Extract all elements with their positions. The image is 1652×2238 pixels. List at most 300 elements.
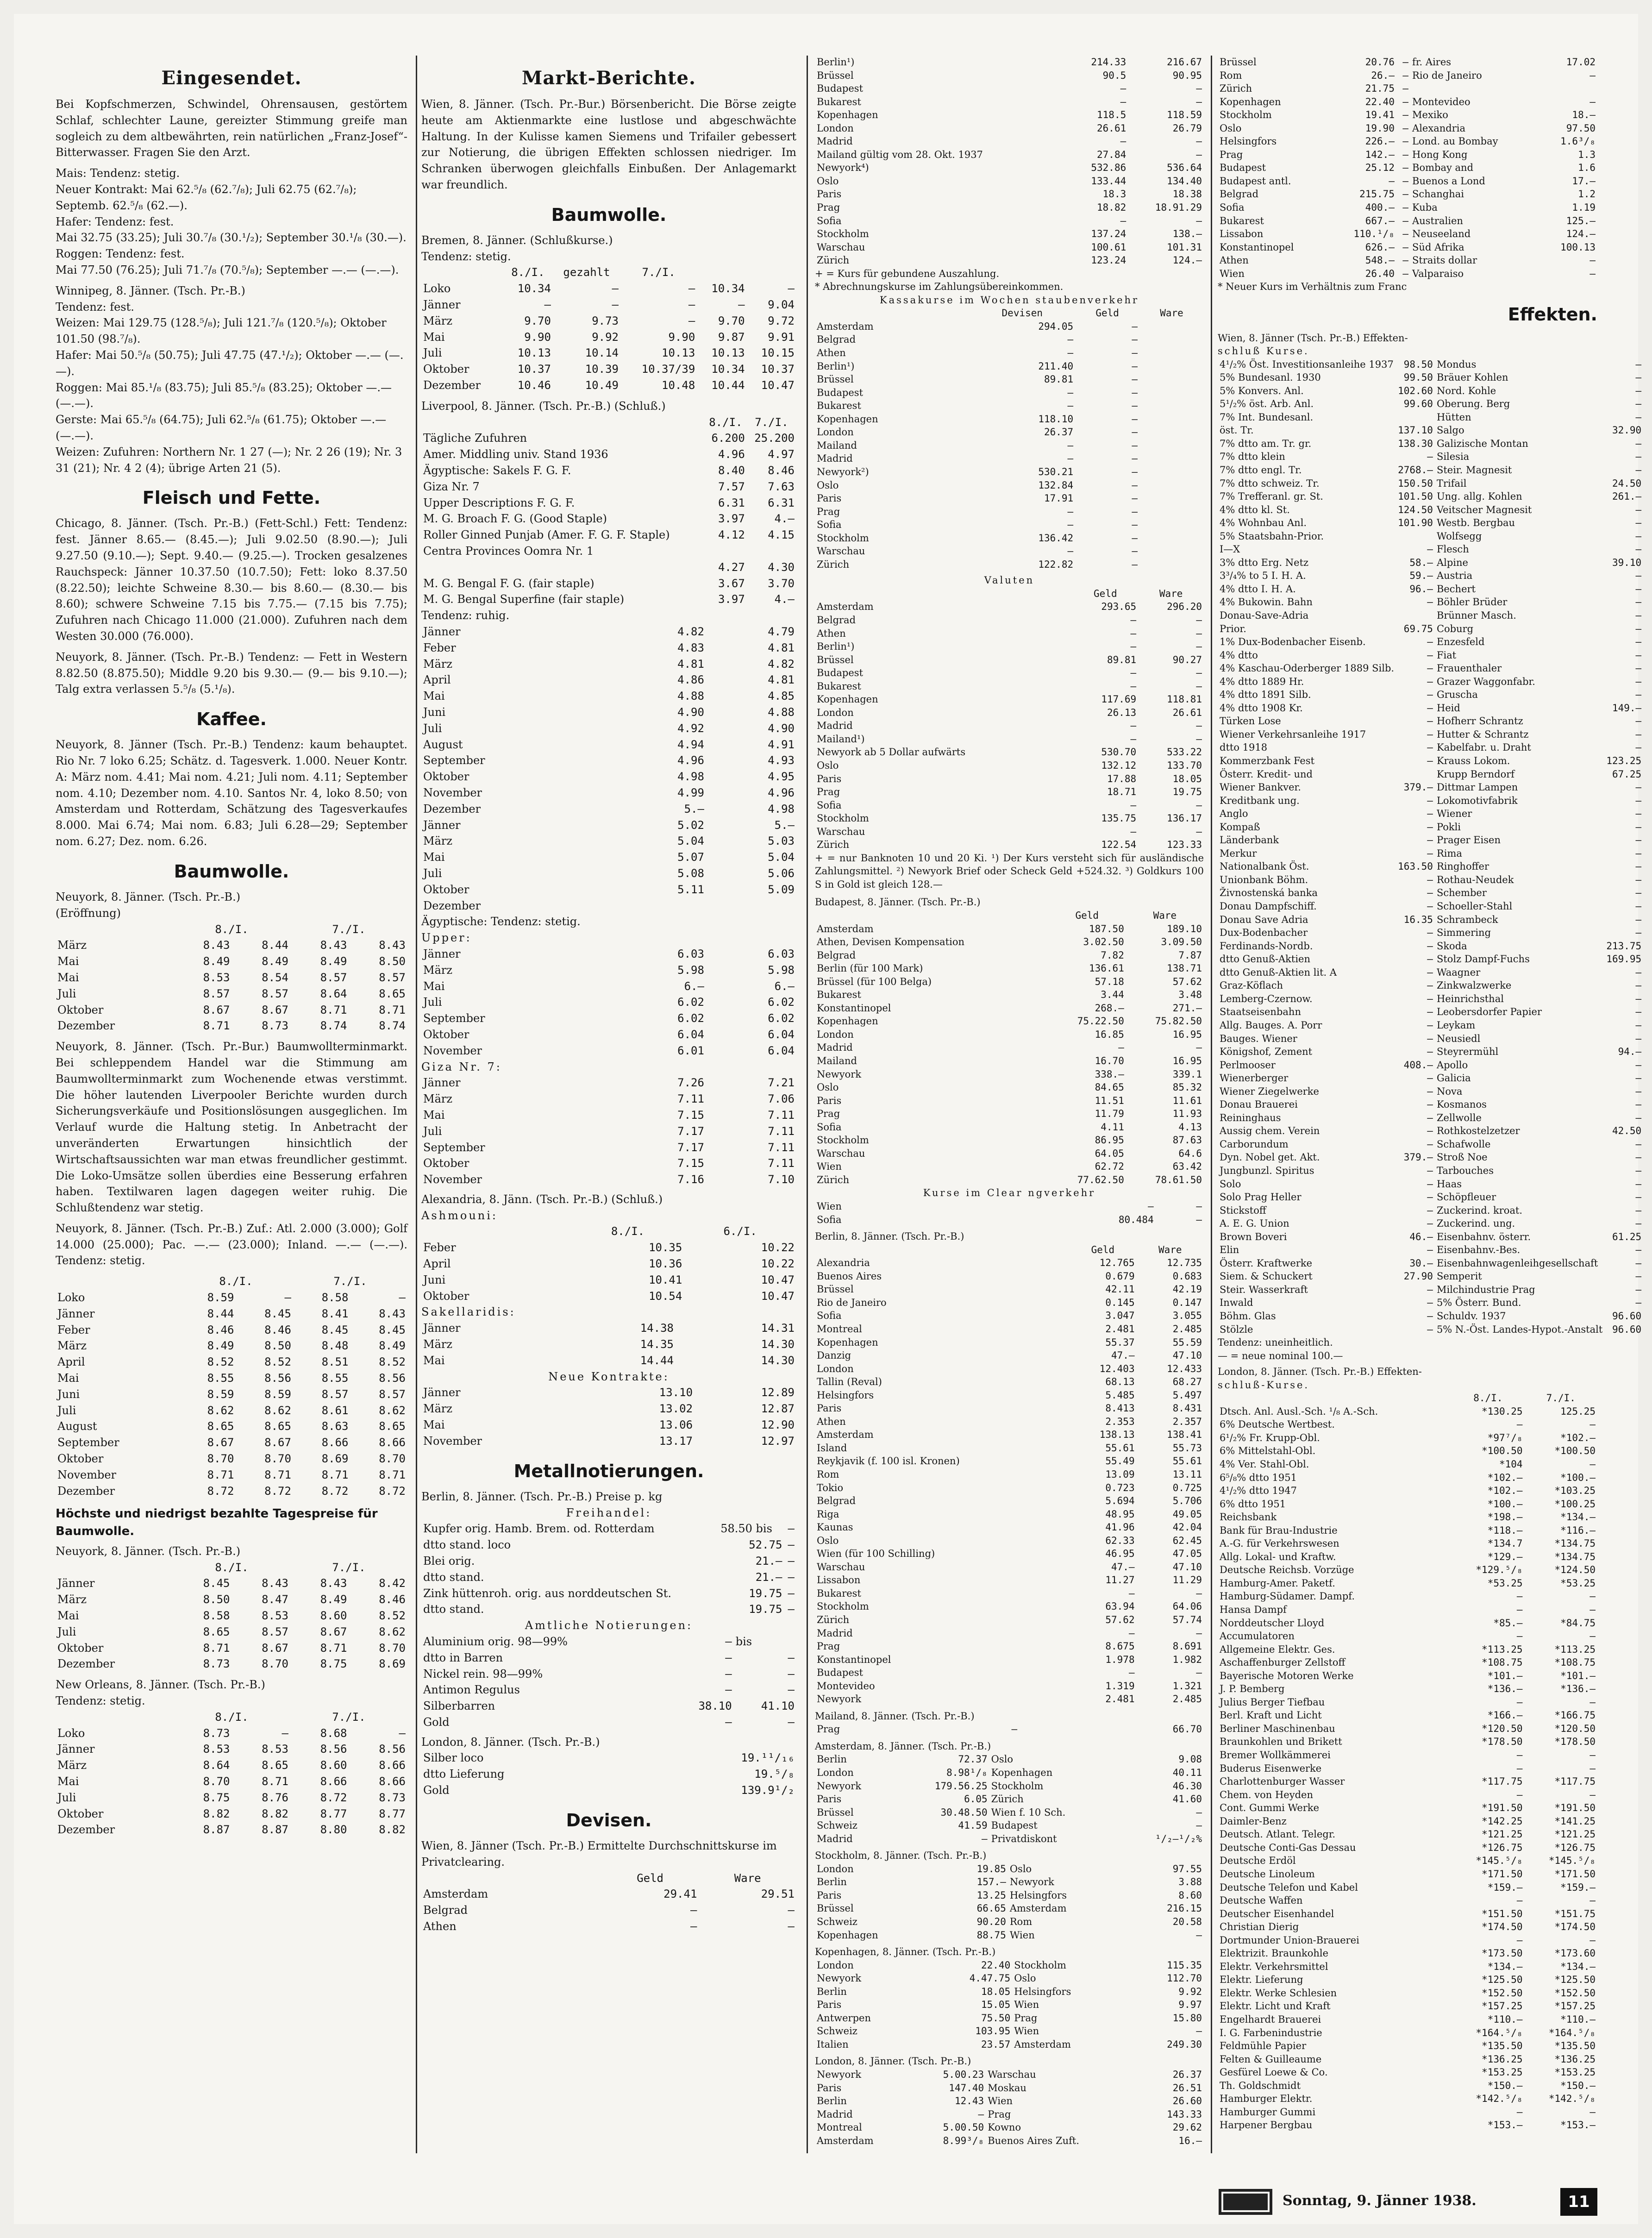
row-label: Bayerische Motoren Werke xyxy=(1220,1670,1354,1681)
table-row xyxy=(421,479,796,495)
row-label: Mai xyxy=(57,955,79,968)
table-cell: — xyxy=(1635,1006,1642,1018)
table-cell: — xyxy=(1589,1591,1596,1602)
row-label: Kopenhagen xyxy=(817,1016,878,1027)
table-cell: — xyxy=(1132,545,1138,557)
table-cell: 8.50 xyxy=(264,1339,291,1353)
table-cell: 8.70 xyxy=(379,1452,406,1466)
table-row xyxy=(1218,966,1643,979)
row-label: Norddeutscher Lloyd xyxy=(1220,1617,1325,1629)
table-cell: 211.40 xyxy=(1038,360,1074,372)
table-cell: — xyxy=(1196,641,1202,652)
table-cell: — xyxy=(725,1667,732,1680)
row-label: Feber xyxy=(423,641,456,654)
row-label: März xyxy=(57,1593,87,1606)
row-label: Brüssel xyxy=(817,654,854,665)
column-header: Ware xyxy=(734,1871,761,1885)
row-label: Accumulatoren xyxy=(1220,1630,1295,1642)
table-cell: 10.48 xyxy=(662,379,695,392)
table-row xyxy=(421,1782,796,1799)
table-row xyxy=(815,653,1204,667)
table-cell: 4.47.75 xyxy=(969,1973,1011,1984)
row-label: Belgrad xyxy=(423,1904,468,1917)
eingesendet-text: Bei Kopfschmerzen, Schwindel, Ohrensausen, gestörtem Schlaf, schlechter Laune, gereizter Stimmung greife man sogleich zu dem altbewährten, rein natürlichen „Franz-Josef“-Bitterwasser. Fragen Sie den Arzt. xyxy=(56,98,407,159)
table-cell: 11.51 xyxy=(1095,1095,1124,1106)
table-cell: — xyxy=(1635,451,1642,463)
table-row xyxy=(815,188,1204,201)
table-cell: *159.— xyxy=(1560,1881,1596,1893)
table-cell: *141.25 xyxy=(1554,1815,1596,1827)
table-cell: — xyxy=(1132,413,1138,425)
column-2 xyxy=(421,56,796,2200)
table-cell: Schrambeck xyxy=(1436,914,1498,925)
table-cell: *178.50 xyxy=(1554,1736,1596,1748)
table-cell: 17.— xyxy=(1572,175,1596,187)
table-row xyxy=(1218,913,1643,927)
table-cell: 8.70 xyxy=(262,1657,288,1671)
table-cell: 138.13 xyxy=(1099,1429,1135,1441)
table-cell: 26.61 xyxy=(1097,122,1126,134)
table-cell: Zinkwalzwerke xyxy=(1436,980,1512,991)
table-cell: Galicia xyxy=(1436,1072,1471,1084)
table-cell: 12.89 xyxy=(761,1386,795,1399)
table-cell: 8.70 xyxy=(207,1452,234,1466)
table-cell: 8.80 xyxy=(320,1823,347,1837)
table-cell: — xyxy=(1427,1218,1433,1229)
table-cell: 17.88 xyxy=(1107,773,1137,784)
table-row xyxy=(56,1790,407,1806)
table-row xyxy=(421,1417,796,1433)
table-header xyxy=(815,307,1204,320)
table-cell: 2.481 xyxy=(1105,1323,1135,1335)
table-cell: 29.62 xyxy=(1172,2122,1202,2133)
table-cell: — xyxy=(1516,1762,1523,1774)
table-row xyxy=(815,1200,1204,1213)
table-row xyxy=(421,1537,796,1553)
table-cell: 12.97 xyxy=(761,1434,795,1448)
table-cell: 12.43 xyxy=(954,2095,984,2107)
table-cell: 4.82 xyxy=(677,625,704,638)
row-label: Mai xyxy=(423,1418,445,1432)
row-label: Brüssel xyxy=(817,1903,854,1914)
table-cell: Zuckerind. ung. xyxy=(1436,1218,1515,1229)
table-cell: — xyxy=(788,1554,795,1567)
table-cell: Ung. allg. Kohlen xyxy=(1436,491,1522,502)
table-cell: — xyxy=(1427,742,1433,753)
row-label: Bukarest xyxy=(817,1587,861,1599)
upper-title: Upper: xyxy=(421,931,472,945)
row-label: Th. Goldschmidt xyxy=(1220,2080,1301,2091)
row-label: Athen xyxy=(423,1919,457,1933)
table-header xyxy=(56,1560,407,1576)
row-label: Kopenhagen xyxy=(817,109,878,121)
row-label: Kopenhagen xyxy=(817,694,878,705)
table-cell: *145.⁵/₈ xyxy=(1476,1855,1523,1867)
table-row xyxy=(815,558,1204,571)
row-label: Staatseisenbahn xyxy=(1220,1006,1301,1018)
table-row xyxy=(1218,1854,1597,1868)
table-cell: — xyxy=(1427,755,1433,767)
table-cell: 96.60 xyxy=(1612,1310,1642,1322)
table-row xyxy=(421,752,796,769)
table-cell: 88.75 xyxy=(976,1929,1006,1941)
table-row xyxy=(815,1508,1204,1521)
table-cell: — xyxy=(1067,506,1074,517)
row-label: Živnostenská banka xyxy=(1220,887,1318,899)
table-cell: 9.73 xyxy=(592,314,619,327)
table-cell: 69.75 xyxy=(1403,623,1433,634)
row-label: Jänner xyxy=(57,1307,95,1320)
table-cell: Simmering xyxy=(1436,927,1491,939)
row-label: Oktober xyxy=(423,1157,469,1170)
table-cell: 9.72 xyxy=(768,314,795,327)
table-cell: — xyxy=(1427,1099,1433,1110)
row-label: Chem. von Heyden xyxy=(1220,1789,1313,1800)
table-cell: 75.22.50 xyxy=(1077,1016,1124,1027)
table-cell: *110.— xyxy=(1560,2013,1596,2025)
row-label: Gold xyxy=(423,1715,450,1729)
row-label: Prag xyxy=(817,506,840,517)
table-cell: 8.73 xyxy=(379,1791,406,1804)
row-label: M. G. Bengal F. G. (fair staple) xyxy=(423,577,594,590)
table-cell: 26.61 xyxy=(1172,707,1202,718)
row-label: April xyxy=(423,673,451,687)
table-row xyxy=(421,576,796,592)
table-cell: 8.66 xyxy=(321,1436,349,1449)
amtliche-title: Amtliche Notierungen: xyxy=(525,1619,693,1632)
table-row xyxy=(1218,1191,1643,1204)
table-row xyxy=(421,882,796,898)
table-cell: 8.72 xyxy=(207,1484,234,1498)
report-line: Mais: Tendenz: stetig. xyxy=(56,167,180,180)
table-row xyxy=(815,1173,1204,1187)
table-cell: — xyxy=(1427,927,1433,939)
table-row xyxy=(815,1015,1204,1028)
row-label: Oslo xyxy=(817,759,839,771)
footer-date: Sonntag, 9. Jänner 1938. xyxy=(1283,2193,1477,2209)
table-cell: 18.38 xyxy=(1172,188,1202,200)
table-cell: 9.92 xyxy=(1178,1986,1202,1997)
table-row xyxy=(421,785,796,801)
table-cell: *151.50 xyxy=(1482,1908,1523,1919)
table-row xyxy=(1218,2053,1597,2066)
table-cell: 8.87 xyxy=(203,1823,230,1837)
table-cell: 169.95 xyxy=(1606,953,1642,965)
row-label: Zürich xyxy=(817,1614,850,1625)
table-cell: — xyxy=(1589,2106,1596,2118)
table-cell: Krupp Berndorf xyxy=(1436,768,1515,780)
table-cell: 8.64 xyxy=(203,1759,230,1772)
table-row xyxy=(421,1336,796,1353)
table-cell: 13.25 xyxy=(976,1889,1006,1901)
table-row xyxy=(421,898,796,914)
row-label: Donau Save Adria xyxy=(1220,914,1308,925)
table-cell: 18.3 xyxy=(1102,188,1126,200)
table-row xyxy=(1218,450,1643,464)
row-label: London xyxy=(817,1863,854,1874)
row-label: 4% Kaschau-Oderberger 1889 Silb. xyxy=(1220,663,1395,674)
table-cell: 8.45 xyxy=(379,1323,406,1336)
table-cell: 8.77 xyxy=(379,1807,406,1820)
row-label: Amsterdam xyxy=(817,320,874,332)
table-cell: bis xyxy=(735,1635,752,1648)
table-cell: Pokli xyxy=(1436,821,1461,833)
table-cell: — xyxy=(1130,641,1137,652)
table-row xyxy=(421,313,796,329)
table-row xyxy=(421,1902,796,1918)
table-row xyxy=(815,1534,1204,1548)
table-row xyxy=(815,2038,1204,2051)
table-cell: 8.73 xyxy=(262,1019,288,1033)
row-label: London xyxy=(817,1028,854,1040)
row-label: Ägyptische: Sakels F. G. F. xyxy=(423,464,571,477)
table-row xyxy=(815,465,1204,479)
table-cell: — xyxy=(1635,1204,1642,1216)
table-cell: — xyxy=(1402,122,1409,134)
table-row xyxy=(56,1435,407,1451)
table-cell: — xyxy=(788,1683,795,1697)
table-cell: 138.41 xyxy=(1167,1429,1202,1441)
table-cell: — xyxy=(788,1603,795,1616)
table-cell: 3.09.50 xyxy=(1161,936,1202,948)
table-cell: 118.81 xyxy=(1167,694,1202,705)
row-label: Deutsche Erdöl xyxy=(1220,1855,1296,1867)
table-row xyxy=(421,737,796,753)
table-cell: 26.13 xyxy=(1107,707,1137,718)
table-row xyxy=(1218,1907,1597,1921)
liverpool-table xyxy=(421,414,796,608)
table-cell: *120.50 xyxy=(1482,1723,1523,1734)
table-cell: 10.22 xyxy=(761,1257,795,1271)
table-cell: 136.17 xyxy=(1167,813,1202,824)
table-cell: — xyxy=(1132,466,1138,477)
table-cell: 30.— xyxy=(1409,1257,1433,1269)
row-label: Harpener Bergbau xyxy=(1220,2119,1313,2131)
row-label: November xyxy=(57,1468,117,1481)
row-label: Bukarest xyxy=(1220,215,1264,226)
table-cell: — xyxy=(1196,614,1202,626)
table-row xyxy=(815,2012,1204,2025)
table-row xyxy=(56,1306,407,1322)
table-cell: Oslo xyxy=(991,1754,1013,1765)
metall-table xyxy=(421,1521,796,1617)
row-label: Dezember xyxy=(423,379,481,392)
table-row xyxy=(815,1915,1204,1929)
table-cell: — xyxy=(1516,1419,1523,1430)
table-cell: Stockholm xyxy=(1014,1959,1066,1971)
row-label: Oktober xyxy=(423,1289,469,1303)
table-row xyxy=(1218,411,1643,424)
table-cell: 8.57 xyxy=(262,1625,288,1638)
table-header xyxy=(421,264,796,281)
row-label: Stockholm xyxy=(817,1135,869,1146)
row-label: Oslo xyxy=(1220,122,1242,134)
row-label: Tallin (Reval) xyxy=(817,1376,882,1388)
row-label: Stockholm xyxy=(817,813,869,824)
liverpool-table-2 xyxy=(421,624,796,914)
table-cell: — xyxy=(1427,1138,1433,1150)
row-label: A.-G. für Verkehrswesen xyxy=(1220,1538,1339,1549)
table-row xyxy=(421,281,796,297)
table-cell: 4.81 xyxy=(768,673,795,687)
table-cell: — xyxy=(1589,1934,1596,1946)
table-cell: — xyxy=(1635,795,1642,806)
table-row xyxy=(815,1160,1204,1173)
table-cell: — xyxy=(1402,162,1409,174)
table-row xyxy=(815,1723,1204,1736)
table-cell: — xyxy=(1427,887,1433,899)
row-label: Montevideo xyxy=(817,1680,875,1692)
row-label: dtto Genuß-Aktien lit. A xyxy=(1220,966,1337,978)
table-cell: 5.497 xyxy=(1172,1389,1202,1401)
table-cell: 226.— xyxy=(1365,136,1395,147)
table-row xyxy=(1218,1230,1643,1244)
row-label: Oktober xyxy=(423,1028,469,1041)
table-cell: 7.57 xyxy=(718,480,745,493)
table-cell: 8.62 xyxy=(264,1404,291,1417)
row-label: November xyxy=(423,1434,482,1448)
table-cell: 7.82 xyxy=(1101,949,1124,961)
table-row xyxy=(1218,227,1597,241)
table-cell: 2.357 xyxy=(1172,1416,1202,1427)
table-row xyxy=(815,1468,1204,1481)
table-cell: *178.50 xyxy=(1482,1736,1523,1748)
freihandel-title: Freihandel: xyxy=(566,1506,652,1519)
row-label xyxy=(421,559,705,576)
row-label: Italien xyxy=(817,2038,849,2050)
table-cell: 4.79 xyxy=(768,625,795,638)
row-label: Juli xyxy=(423,1124,442,1138)
table-row xyxy=(1218,1111,1643,1125)
table-cell: 61.25 xyxy=(1612,1231,1642,1242)
table-cell: 80.484 xyxy=(1118,1214,1154,1225)
table-row xyxy=(421,994,796,1010)
table-cell: 8.46 xyxy=(207,1323,234,1336)
row-label: 6¹/₂% Fr. Krupp-Obl. xyxy=(1220,1432,1320,1443)
table-row xyxy=(421,1766,796,1782)
table-cell: 6.04 xyxy=(677,1028,704,1041)
row-label: Tägliche Zufuhren xyxy=(423,432,527,445)
table-row xyxy=(815,1627,1204,1640)
row-label: Brüssel xyxy=(1220,56,1257,68)
row-label: Juli xyxy=(57,1625,76,1638)
table-row xyxy=(815,1323,1204,1336)
liverpool-header: Liverpool, 8. Jänner. (Tsch. Pr.-B.) (Schluß.) xyxy=(421,399,666,413)
row-label: Belgrad xyxy=(817,949,856,961)
table-cell: 4.99 xyxy=(677,786,704,799)
table-row xyxy=(1218,2039,1597,2053)
table-cell: 75.82.50 xyxy=(1155,1016,1202,1027)
table-cell: 8.66 xyxy=(379,1436,406,1449)
table-header xyxy=(421,1870,796,1887)
table-row xyxy=(1218,596,1643,609)
table-cell: Dittmar Lampen xyxy=(1436,782,1518,793)
table-row xyxy=(1218,82,1597,95)
table-cell: 6.03 xyxy=(768,947,795,960)
table-cell: — xyxy=(1402,175,1409,187)
table-cell: 4.96 xyxy=(768,786,795,799)
table-row xyxy=(56,1741,407,1757)
table-cell: 97.55 xyxy=(1172,1863,1202,1874)
table-cell: Schafwolle xyxy=(1436,1138,1491,1150)
table-cell: — xyxy=(1196,1042,1202,1053)
row-label: dtto stand. xyxy=(423,1603,484,1616)
table-cell: 530.21 xyxy=(1038,466,1074,477)
table-row xyxy=(1218,569,1643,583)
table-cell: Hutter & Schrantz xyxy=(1436,728,1529,740)
table-row xyxy=(1218,1987,1597,2000)
table-cell: 5.98 xyxy=(768,963,795,977)
row-label: Wiener Verkehrsanleihe 1917 xyxy=(1220,728,1366,740)
table-cell: Hong Kong xyxy=(1412,149,1468,160)
table-header xyxy=(815,1243,1204,1257)
london-eff-sub: schluß-Kurse. xyxy=(1218,1379,1310,1391)
table-cell: 530.70 xyxy=(1101,746,1137,758)
table-row xyxy=(1218,1603,1597,1617)
row-label: Juli xyxy=(57,1404,76,1417)
table-cell: — xyxy=(1635,861,1642,872)
row-label: Aschaffenburger Zellstoff xyxy=(1220,1657,1345,1668)
table-cell: *151.75 xyxy=(1554,1908,1596,1919)
table-cell: — xyxy=(1132,506,1138,517)
table-row xyxy=(1218,1881,1597,1894)
table-row xyxy=(421,1714,796,1730)
table-cell: 10.34 xyxy=(517,282,551,295)
table-cell: 137.24 xyxy=(1091,228,1126,240)
table-row xyxy=(1218,821,1643,834)
row-label: Oktober xyxy=(57,1641,104,1655)
table-row xyxy=(1218,728,1643,741)
table-cell: — xyxy=(1427,1085,1433,1097)
valuten-table xyxy=(815,587,1204,852)
table-row xyxy=(1218,1960,1597,1974)
row-label: Paris xyxy=(817,188,842,200)
table-row xyxy=(1218,1762,1597,1775)
row-label: Deutscher Eisenhandel xyxy=(1220,1908,1334,1919)
table-cell: *136.— xyxy=(1560,1683,1596,1695)
table-row xyxy=(1218,635,1643,649)
table-cell: — xyxy=(1196,149,1202,160)
table-cell: — xyxy=(1427,1284,1433,1295)
table-row xyxy=(815,1573,1204,1587)
row-label: Kreditbank ung. xyxy=(1220,795,1300,806)
table-cell: 57.62 xyxy=(1105,1614,1135,1625)
table-row xyxy=(815,108,1204,122)
table-row xyxy=(815,1666,1204,1680)
table-cell: *104 xyxy=(1499,1459,1523,1470)
row-label: Juli xyxy=(57,987,76,1000)
table-cell: *153.25 xyxy=(1554,2067,1596,2078)
table-cell: 7.17 xyxy=(677,1124,704,1138)
table-row xyxy=(421,817,796,834)
table-row xyxy=(1218,1815,1597,1828)
row-label: Jänner xyxy=(423,1386,461,1399)
table-cell: 118.10 xyxy=(1038,413,1074,425)
table-cell: 16.35 xyxy=(1403,914,1433,925)
table-cell: 4.15 xyxy=(768,528,795,542)
hoechst-table xyxy=(56,1560,407,1673)
table-cell: 8.41 xyxy=(321,1307,349,1320)
row-label: Madrid xyxy=(817,1627,853,1639)
row-label: Hansa Dampf xyxy=(1220,1604,1287,1616)
table-row xyxy=(1218,1444,1597,1458)
table-cell: — xyxy=(1635,358,1642,370)
table-cell: — xyxy=(1635,927,1642,939)
row-label: London xyxy=(817,707,854,718)
table-cell: 8.71 xyxy=(203,1019,230,1033)
row-label: Berlin (für 100 Mark) xyxy=(817,963,923,974)
table-cell: *166.75 xyxy=(1554,1710,1596,1721)
